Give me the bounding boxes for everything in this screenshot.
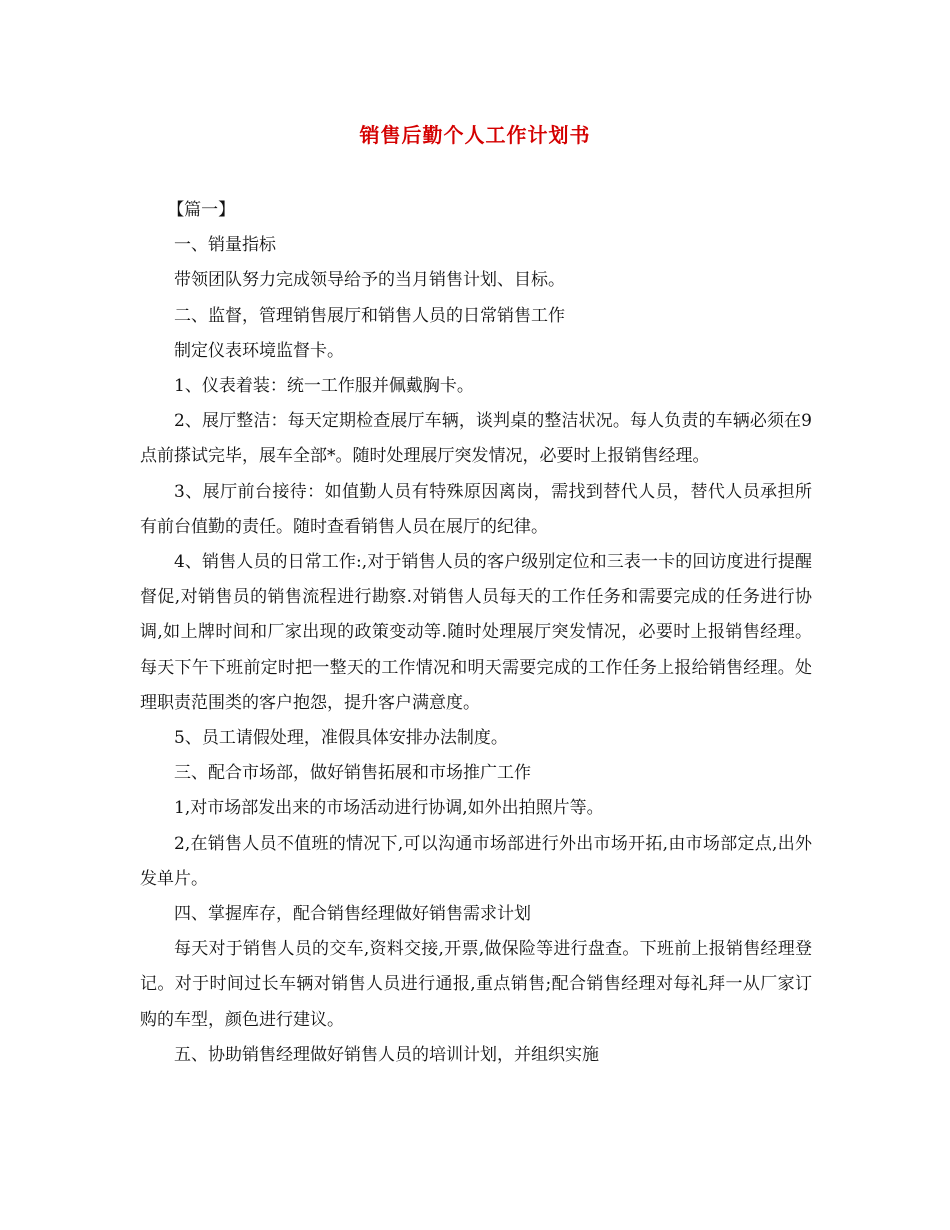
paragraph: 每天对于销售人员的交车,资料交接,开票,做保险等进行盘查。下班前上报销售经理登记。对于时间过长车辆对销售人员进行通报,重点销售;配合销售经理对每礼拜一从厂家订购的车型，颜色进行建议。 bbox=[140, 939, 812, 1030]
paragraph: 制定仪表环境监督卡。 bbox=[174, 340, 344, 361]
list-item-leave: 5、员工请假处理，准假具体安排办法制度。 bbox=[174, 728, 508, 749]
list-item-daily-work: 4、销售人员的日常工作:,对于销售人员的客户级别定位和三表一卡的回访度进行提醒督促,对销售员的销售流程进行勘察.对销售人员每天的工作任务和需要完成的任务进行协调,如上牌时间和厂家出现的政策变动等.随时处理展厅突发情况，必要时上报销售经理。每天下午下班前定时把一整天的工作情况和明天需要完成的工作任务上报给销售经理。处理职责范围类的客户抱怨，提升客户满意度。 bbox=[140, 552, 812, 713]
list-item-marketing-2: 2,在销售人员不值班的情况下,可以沟通市场部进行外出市场开拓,由市场部定点,出外发单片。 bbox=[140, 833, 812, 889]
paragraph: 带领团队努力完成领导给予的当月销售计划、目标。 bbox=[174, 270, 565, 291]
list-item-marketing-1: 1,对市场部发出来的市场活动进行协调,如外出拍照片等。 bbox=[174, 798, 604, 819]
heading-supervision: 二、监督，管理销售展厅和销售人员的日常销售工作 bbox=[174, 305, 565, 326]
heading-marketing: 三、配合市场部，做好销售拓展和市场推广工作 bbox=[174, 763, 531, 784]
heading-training: 五、协助销售经理做好销售人员的培训计划，并组织实施 bbox=[174, 1044, 599, 1065]
section-label: 【篇一】 bbox=[167, 200, 236, 220]
heading-sales-target: 一、销量指标 bbox=[174, 235, 276, 256]
list-item-showroom-cleanliness: 2、展厅整洁：每天定期检查展厅车辆，谈判桌的整洁状况。每人负责的车辆必须在9点前搽试完毕，展车全部*。随时处理展厅突发情况，必要时上报销售经理。 bbox=[140, 411, 812, 467]
document-title: 销售后勤个人工作计划书 bbox=[359, 123, 591, 147]
heading-inventory: 四、掌握库存，配合销售经理做好销售需求计划 bbox=[174, 904, 531, 925]
list-item-reception: 3、展厅前台接待：如值勤人员有特殊原因离岗，需找到替代人员，替代人员承担所有前台值勤的责任。随时查看销售人员在展厅的纪律。 bbox=[140, 481, 812, 537]
document-body bbox=[140, 193, 812, 1073]
list-item-dress-code: 1、仪表着装：统一工作服并佩戴胸卡。 bbox=[174, 376, 474, 397]
